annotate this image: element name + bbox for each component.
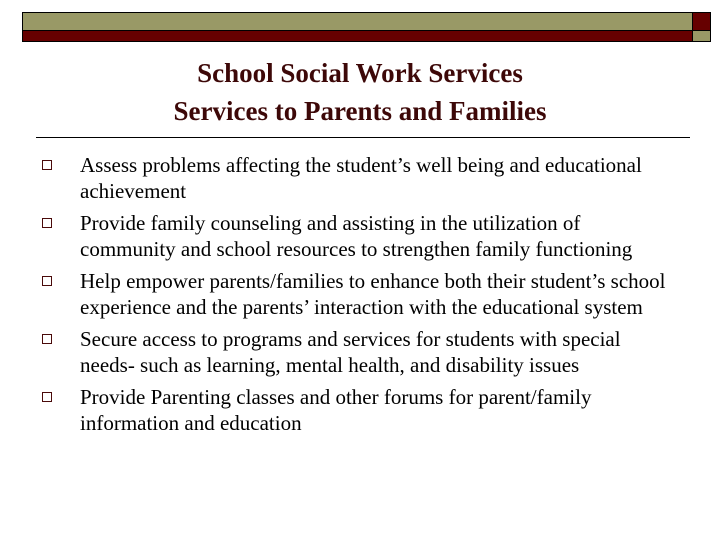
corner-square-olive	[692, 30, 711, 42]
bullet-text: Help empower parents/families to enhance both their student’s school experience and the parents’ interaction with the educational system	[80, 269, 666, 319]
list-item	[40, 210, 680, 262]
square-bullet-icon	[42, 392, 52, 402]
title-divider	[36, 137, 690, 138]
header-bar-olive	[22, 12, 693, 31]
bullet-text: Secure access to programs and services for students with special needs- such as learning, mental health, and disability issues	[80, 327, 621, 377]
title-line-2: Services to Parents and Families	[173, 96, 547, 126]
title-line-1: School Social Work Services	[197, 58, 523, 88]
bullet-text: Provide Parenting classes and other forums for parent/family information and education	[80, 385, 592, 435]
list-item	[40, 152, 680, 204]
square-bullet-icon	[42, 334, 52, 344]
slide-title	[0, 54, 720, 130]
header-bar-maroon	[22, 30, 693, 42]
corner-square-maroon	[692, 12, 711, 31]
square-bullet-icon	[42, 160, 52, 170]
list-item	[40, 384, 680, 436]
bullet-text: Provide family counseling and assisting in the utilization of community and school resources to strengthen family functioning	[80, 211, 633, 261]
square-bullet-icon	[42, 276, 52, 286]
list-item	[40, 326, 680, 378]
bullet-list	[40, 152, 680, 442]
bullet-text: Assess problems affecting the student’s well being and educational achievement	[80, 153, 642, 203]
square-bullet-icon	[42, 218, 52, 228]
list-item	[40, 268, 680, 320]
